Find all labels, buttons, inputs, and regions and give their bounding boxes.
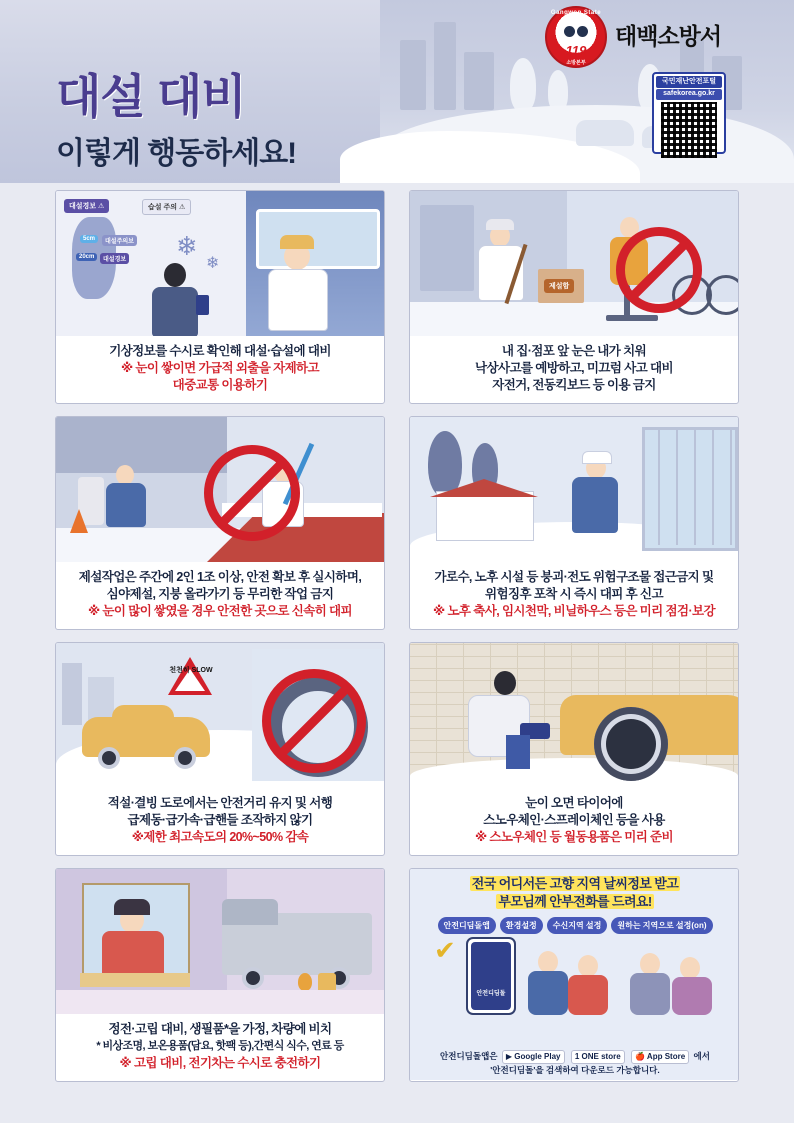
page-subtitle: 이렇게 행동하세요! [56, 137, 297, 170]
caption-line: 눈이 오면 타이어에 [525, 796, 623, 810]
card-caption [56, 562, 384, 629]
caption-line: 가로수, 노후 시설 등 붕괴·전도 위험구조물 접근금지 및 [434, 570, 714, 584]
tree-shape [428, 431, 462, 497]
floor [56, 990, 384, 1014]
truck-wheel [242, 967, 264, 989]
person-body [528, 971, 568, 1015]
card-caption [410, 336, 738, 403]
alert-tag: 대설경보 ⚠ [64, 199, 109, 213]
caption-line: 스노우체인·스프레이체인 등을 사용 [483, 813, 665, 827]
store-suffix: 에서 [693, 1051, 710, 1061]
snowflake-icon: ❄ [206, 255, 220, 272]
card-illustration [56, 191, 384, 336]
card-illustration [56, 417, 384, 562]
qr-caption-line1: 국민재난안전포털 [656, 76, 722, 88]
prohibition-icon [616, 227, 702, 313]
google-play-badge[interactable]: ▶ Google Play [502, 1050, 565, 1064]
building-shape [434, 22, 456, 110]
promo-step-3[interactable]: 수신지역 설정 [547, 917, 608, 934]
qr-code-box[interactable] [652, 72, 726, 154]
caption-line: 적설·결빙 도로에서는 안전거리 유지 및 서행 [107, 796, 333, 810]
app-store-badge[interactable]: 🍎 App Store [631, 1050, 689, 1064]
depth-label-1b: 대설주의보 [102, 235, 137, 246]
phone-screen [471, 942, 511, 1010]
promo-title-line2: 부모님께 안부전화를 드려요! [498, 894, 652, 909]
person-head [116, 465, 134, 485]
card-illustration [410, 191, 738, 336]
promo-title-line1: 전국 어디서든 고향 지역 날씨정보 받고 [471, 876, 679, 891]
car-wheel [174, 747, 196, 769]
promo-step-1[interactable]: 안전디딤돌앱 [438, 917, 496, 934]
caption-line: 대중교통 이용하기 [172, 378, 268, 392]
caption-line: 내 집·점포 앞 눈은 내가 치워 [501, 344, 647, 358]
card-safety-didim-app [409, 868, 739, 1082]
person-body [568, 975, 608, 1015]
card-caption [56, 336, 384, 403]
smartphone-shape [196, 295, 209, 315]
caption-line: ※ 눈이 쌓이면 가급적 외출을 자제하고 [120, 361, 320, 375]
checkmark-icon: ✔ [434, 935, 456, 965]
snow-box-label: 제설함 [544, 279, 574, 293]
caption-line: ※ 스노우체인 등 월동용품은 미리 준비 [474, 830, 674, 844]
person-head [164, 263, 186, 287]
caption-line: ※ 노후 축사, 임시천막, 비닐하우스 등은 미리 점검·보강 [433, 604, 715, 618]
card-caption [410, 562, 738, 629]
emblem-bottom-text: 소방본부 [566, 60, 586, 66]
person-body [102, 931, 164, 973]
card-snow-chains [409, 642, 739, 856]
promo-title [420, 875, 730, 911]
card-illustration [56, 643, 384, 788]
greenhouse-frame [642, 427, 732, 545]
page-title: 대설 대비 [56, 70, 246, 123]
card-driving-on-snowy-road [55, 642, 385, 856]
elder-body [630, 973, 670, 1015]
person-body [152, 287, 198, 336]
card-caption [410, 788, 738, 855]
snow-ground [410, 758, 738, 788]
bus-window [256, 209, 380, 269]
card-illustration [56, 869, 384, 1014]
qr-code-image [661, 102, 717, 158]
building-shape [400, 40, 426, 110]
truck-cab [222, 899, 278, 925]
one-store-badge[interactable]: 1 ONE store [571, 1050, 625, 1064]
person-body [106, 483, 146, 527]
qr-caption-line2: safekorea.go.kr [656, 89, 722, 101]
emblem-faces-icon [564, 26, 588, 37]
car-roof [112, 705, 174, 725]
smartphone-mockup [466, 937, 516, 1015]
snow-covered-car [576, 120, 634, 146]
card-illustration [410, 417, 738, 562]
card-weather-info [55, 190, 385, 404]
store-line2: '안전디딤돌'을 검색하여 다운로드 가능합니다. [490, 1065, 660, 1075]
prohibition-icon [204, 445, 300, 541]
person-head [578, 955, 598, 977]
caption-line: * 비상조명, 보온용품(담요, 핫팩 등),간편식 식수, 연료 등 [96, 1040, 344, 1052]
caption-line: 급제동·급가속·급핸들 조작하지 않기 [127, 813, 313, 827]
building-shape [420, 205, 474, 291]
hat-shape [486, 219, 514, 230]
card-illustration [410, 643, 738, 788]
card-illustration [410, 869, 738, 1080]
caption-line: 정전·고립 대비, 생필품*을 가정, 차량에 비치 [108, 1022, 332, 1036]
phone-app-label: 안전디딤돌 [476, 991, 506, 997]
organization-name: 태백소방서 [615, 23, 722, 49]
caption-line: 자전거, 전동킥보드 등 이용 금지 [492, 378, 656, 392]
caption-line: 기상정보를 수시로 확인해 대설·습설에 대비 [109, 344, 331, 358]
caption-line: ※제한 최고속도의 20%~50% 감속 [131, 830, 309, 844]
snowflake-icon: ❄ [176, 231, 198, 261]
promo-store-info [418, 1050, 732, 1076]
elder-head [640, 953, 660, 975]
card-caption [56, 788, 384, 855]
fuel-icon [298, 973, 312, 991]
promo-step-2[interactable]: 환경설정 [500, 917, 543, 934]
depth-label-2: 20cm [76, 253, 97, 261]
window-sill [80, 973, 190, 987]
hat-shape [582, 451, 612, 464]
hair-shape [114, 899, 150, 915]
elder-head [680, 957, 700, 979]
elder-body [672, 977, 712, 1015]
caption-line: 낙상사고를 예방하고, 미끄럼 사고 대비 [475, 361, 673, 375]
emblem-number: 119 [565, 43, 587, 58]
wet-snow-tag: 습설 주의 ⚠ [142, 199, 191, 215]
tips-grid [55, 190, 739, 1082]
tire-with-chain [594, 707, 668, 781]
beanie-hat [280, 235, 314, 249]
caption-line: 심야제설, 지붕 올라가기 등 무리한 작업 금지 [106, 587, 334, 601]
caption-line: ※ 눈이 많이 쌓였을 경우 안전한 곳으로 신속히 대피 [87, 604, 353, 618]
building-shape [464, 52, 494, 110]
building-shape [56, 417, 227, 473]
tree-shape [510, 58, 536, 112]
store-prefix: 안전디딤돌앱은 [440, 1051, 498, 1061]
building-shape [62, 663, 82, 725]
house-shape [436, 491, 534, 541]
person-head [538, 951, 558, 973]
caption-line: 위험징후 포착 시 즉시 대피 후 신고 [485, 587, 663, 601]
depth-label-2b: 대설경보 [100, 253, 129, 264]
bicycle-wheel [706, 275, 738, 315]
card-blackout-supplies [55, 868, 385, 1082]
prohibition-icon [262, 669, 366, 773]
person-leg [506, 735, 530, 769]
car-wheel [98, 747, 120, 769]
card-caption [56, 1014, 384, 1081]
slow-sign-label: 천천히 SLOW [169, 667, 213, 674]
illustration-left-panel [56, 191, 253, 336]
scooter-deck [606, 315, 658, 321]
card-collapse-risk-structures [409, 416, 739, 630]
depth-label-1: 5cm [80, 235, 98, 243]
person-body [572, 477, 618, 533]
fire-department-emblem [545, 6, 607, 68]
illustration-right-panel [246, 191, 384, 336]
person-head [494, 671, 516, 695]
emblem-arc-text: Gangwon State [550, 10, 602, 16]
caption-line: 제설작업은 주간에 2인 1조 이상, 안전 확보 후 실시하며, [78, 570, 362, 584]
promo-step-4[interactable]: 원하는 지역으로 설정(on) [611, 917, 712, 934]
card-snow-removal-work [55, 416, 385, 630]
person-body [268, 269, 328, 331]
card-clear-snow-front-door [409, 190, 739, 404]
slow-sign-icon [168, 657, 212, 695]
poster-header [0, 0, 794, 183]
promo-steps [418, 917, 732, 934]
caption-line: ※ 고립 대비, 전기차는 수시로 충전하기 [119, 1056, 321, 1070]
